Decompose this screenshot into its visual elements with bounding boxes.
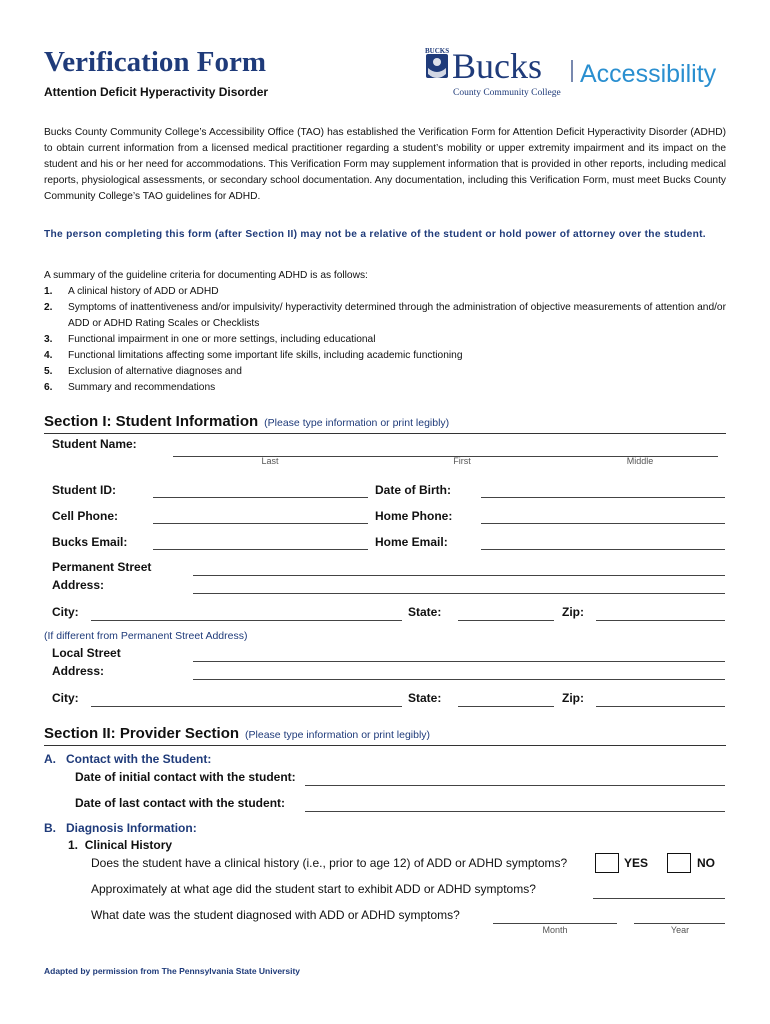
criteria-item	[44, 364, 726, 380]
yes-checkbox[interactable]	[595, 853, 619, 873]
criteria-list	[44, 284, 726, 396]
local-zip-label: Zip:	[562, 691, 584, 705]
initial-contact-field[interactable]	[305, 785, 725, 786]
footer-attribution: Adapted by permission from The Pennsylvania State University	[44, 966, 301, 976]
name-last-caption: Last	[261, 456, 279, 466]
perm-street-label: Permanent Street	[52, 560, 152, 574]
local-state-label: State:	[408, 691, 442, 705]
contact-letter: A.	[44, 752, 56, 766]
contact-heading	[44, 752, 211, 766]
home-email-field[interactable]	[481, 549, 725, 550]
dob-label: Date of Birth:	[375, 483, 451, 497]
clinical-title: Clinical History	[84, 838, 173, 852]
section2-title: Section II: Provider Section	[44, 725, 240, 742]
if-different-note: (If different from Permanent Street Address)	[44, 630, 248, 642]
diagnosis-month-field[interactable]	[493, 923, 617, 924]
page-subtitle: Attention Deficit Hyperactivity Disorder	[44, 85, 269, 99]
perm-address-label: Address:	[52, 578, 105, 592]
clinical-history-heading	[68, 838, 172, 852]
section1-heading	[44, 413, 449, 430]
perm-state-label: State:	[408, 605, 442, 619]
section2-heading	[44, 725, 430, 742]
clinical-num: 1.	[68, 838, 79, 852]
bucks-accessibility-logo	[424, 44, 744, 98]
bucks-seal-icon	[426, 54, 448, 78]
criteria-number: 6.	[44, 382, 53, 393]
initial-contact-label: Date of initial contact with the student:	[75, 770, 296, 784]
local-street-label: Local Street	[52, 646, 121, 660]
criteria-item	[44, 284, 726, 300]
section1-title: Section I: Student Information	[44, 413, 259, 430]
criteria-text: A clinical history of ADD or ADHD	[68, 286, 219, 297]
logo-seal-text: BUCKS	[425, 47, 450, 55]
name-middle-caption: Middle	[626, 456, 654, 466]
logo-college-text: County Community College	[453, 88, 561, 98]
local-street-field-1[interactable]	[193, 661, 725, 662]
student-name-label: Student Name:	[52, 437, 137, 451]
diagnosis-year-field[interactable]	[634, 923, 725, 924]
diagnosis-heading	[44, 821, 197, 835]
perm-city-field[interactable]	[91, 620, 402, 621]
relative-warning: The person completing this form (after Section II) may not be a relative of the student or hold power of attorney over the student.	[44, 229, 706, 240]
cell-phone-label: Cell Phone:	[52, 509, 119, 523]
no-label: NO	[697, 856, 715, 870]
clinical-history-question: Does the student have a clinical history (i.e., prior to age 12) of ADD or ADHD symptoms?	[91, 856, 568, 870]
perm-zip-field[interactable]	[596, 620, 725, 621]
last-contact-field[interactable]	[305, 811, 725, 812]
month-caption: Month	[542, 925, 568, 935]
criteria-item	[44, 332, 726, 348]
section1-divider	[44, 433, 726, 434]
home-phone-label: Home Phone:	[375, 509, 453, 523]
section2-note: (Please type information or print legibly)	[245, 729, 431, 741]
criteria-text: Summary and recommendations	[68, 382, 216, 393]
criteria-number: 4.	[44, 350, 53, 361]
home-phone-field[interactable]	[481, 523, 725, 524]
onset-age-question: Approximately at what age did the student start to exhibit ADD or ADHD symptoms?	[91, 882, 536, 896]
criteria-text: Functional impairment in one or more settings, including educational	[68, 334, 376, 345]
dob-field[interactable]	[481, 497, 725, 498]
criteria-item	[44, 348, 726, 364]
diagnosis-date-question: What date was the student diagnosed with ADD or ADHD symptoms?	[91, 908, 460, 922]
section1-note: (Please type information or print legibly)	[264, 417, 450, 429]
yes-label: YES	[624, 856, 649, 870]
section2-divider	[44, 745, 726, 746]
diagnosis-letter: B.	[44, 821, 56, 835]
perm-zip-label: Zip:	[562, 605, 584, 619]
no-checkbox[interactable]	[667, 853, 691, 873]
local-city-field[interactable]	[91, 706, 402, 707]
summary-lead: A summary of the guideline criteria for documenting ADHD is as follows:	[44, 270, 368, 281]
diagnosis-title: Diagnosis Information:	[66, 821, 197, 835]
intro-paragraph: Bucks County Community College’s Accessibility Office (TAO) has established the Verification Form for Attention Deficit Hyperactivity Disorder (ADHD) to obtain current information from a licensed medical practitioner regarding a student’s mobility or upper extremity impairment and its impact on the student and his or her need for accommodations. This Verification Form may supplement information that is provided in other reports, including medical reports, physiological assessments, or secondary school documentation. Any documentation, including this Verification Form, must meet Bucks County Community College’s TAO guidelines for ADHD.	[44, 127, 726, 202]
local-state-field[interactable]	[458, 706, 554, 707]
page-title: Verification Form	[44, 46, 267, 78]
criteria-number: 1.	[44, 286, 53, 297]
contact-title: Contact with the Student:	[66, 752, 212, 766]
criteria-text: Symptoms of inattentiveness and/or impulsivity/ hyperactivity determined through the administration of objective measurements of attention and/or ADD or ADHD Rating Scales or Checklists	[68, 302, 726, 329]
name-first-caption: First	[453, 456, 471, 466]
onset-age-field[interactable]	[593, 898, 725, 899]
criteria-number: 5.	[44, 366, 53, 377]
student-id-label: Student ID:	[52, 483, 116, 497]
logo-bucks-text: Bucks	[452, 46, 542, 86]
criteria-item	[44, 300, 726, 332]
home-email-label: Home Email:	[375, 535, 448, 549]
criteria-text: Functional limitations affecting some important life skills, including academic functioning	[68, 350, 463, 361]
criteria-text: Exclusion of alternative diagnoses and	[68, 366, 242, 377]
guideline-summary	[44, 268, 726, 396]
year-caption: Year	[670, 925, 690, 935]
bucks-email-label: Bucks Email:	[52, 535, 128, 549]
local-zip-field[interactable]	[596, 706, 725, 707]
perm-city-label: City:	[52, 605, 79, 619]
local-city-label: City:	[52, 691, 79, 705]
local-street-field-2[interactable]	[193, 679, 725, 680]
perm-state-field[interactable]	[458, 620, 554, 621]
logo-accessibility-text: Accessibility	[580, 60, 717, 88]
criteria-number: 3.	[44, 334, 53, 345]
perm-street-field-2[interactable]	[193, 593, 725, 594]
local-address-label: Address:	[52, 664, 105, 678]
student-id-field[interactable]	[153, 497, 368, 498]
last-contact-label: Date of last contact with the student:	[75, 796, 286, 810]
bucks-email-field[interactable]	[153, 549, 368, 550]
criteria-item	[44, 380, 726, 396]
criteria-number: 2.	[44, 302, 53, 313]
perm-street-field-1[interactable]	[193, 575, 725, 576]
cell-phone-field[interactable]	[153, 523, 368, 524]
